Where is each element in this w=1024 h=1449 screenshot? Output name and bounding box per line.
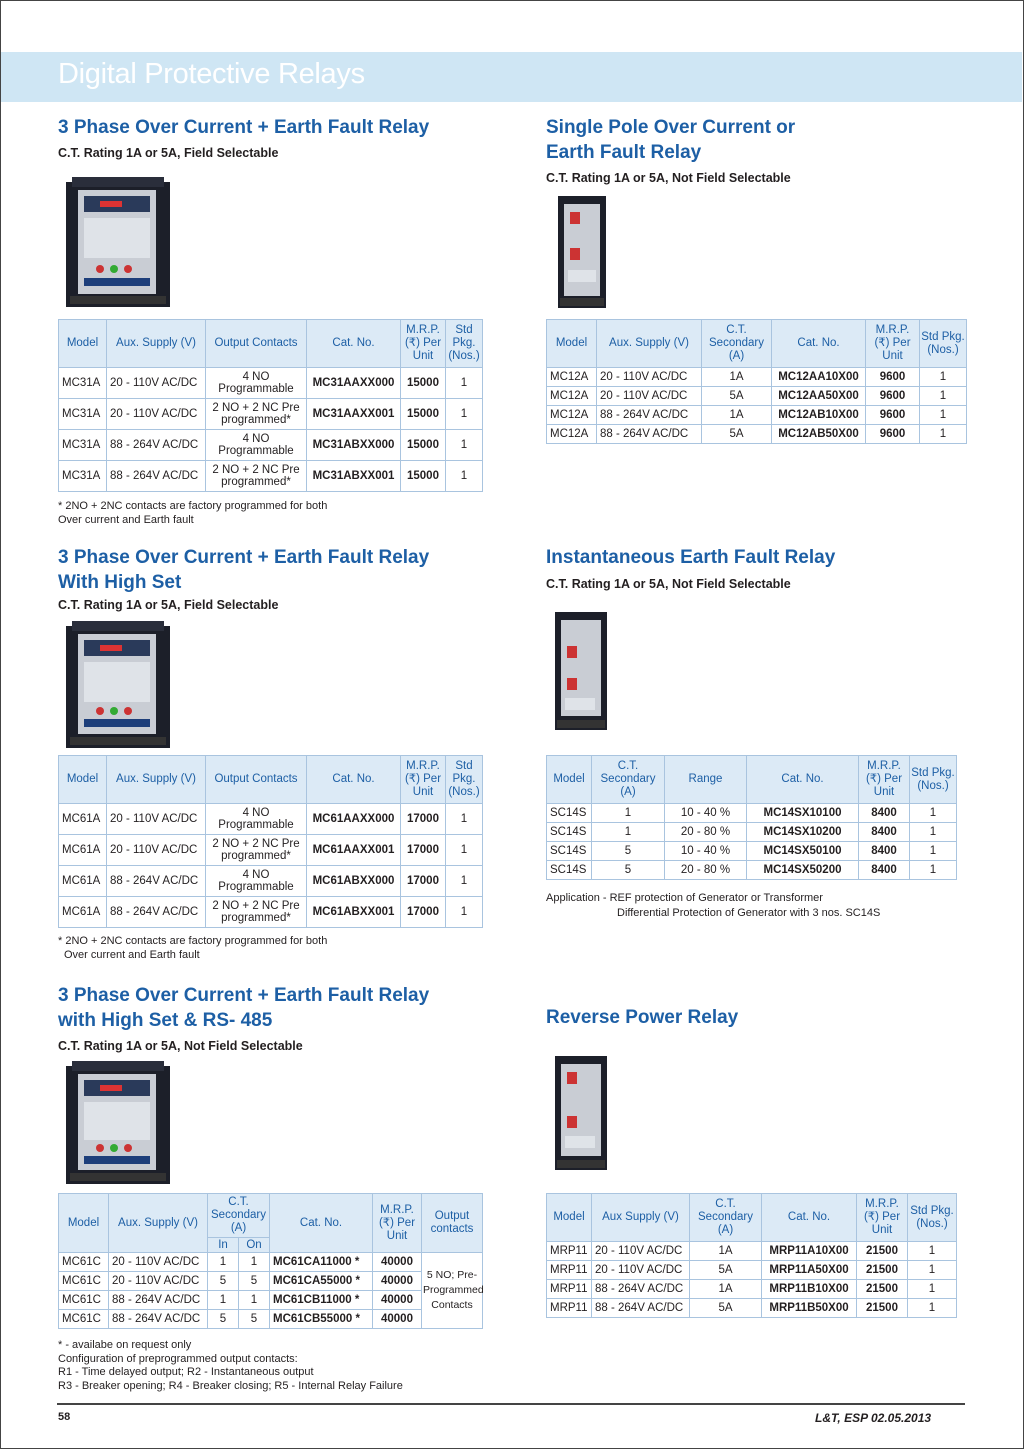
table-mc61c (58, 1193, 483, 1329)
table-mc12a (546, 319, 967, 444)
relay-image-mc61a (64, 618, 176, 752)
table-row: MRP11 88 - 264V AC/DC 1A MRP11B10X00 21500 1 (547, 1280, 957, 1299)
col-header: Std Pkg. (Nos.) (446, 320, 483, 368)
section-subtitle-mc61a: C.T. Rating 1A or 5A, Field Selectable (58, 598, 279, 612)
col-header: C.T. Secondary (A) (690, 1194, 762, 1242)
table-mc61a (58, 755, 483, 928)
relay-image-mc31a (64, 174, 176, 312)
page-title: Digital Protective Relays (58, 58, 365, 90)
col-header: Cat. No. (747, 756, 859, 804)
relay-image-mrp11 (553, 1050, 609, 1174)
table-row: MC61A 20 - 110V AC/DC 2 NO + 2 NC Pre programmed* MC61AAXX001 17000 1 (59, 835, 483, 866)
col-header: Model (59, 1194, 109, 1253)
table-row: MRP11 20 - 110V AC/DC 1A MRP11A10X00 21500 1 (547, 1242, 957, 1261)
section-title-mc61c: 3 Phase Over Current + Earth Fault Relay with High Set & RS- 485 (58, 985, 430, 1031)
col-header: Aux. Supply (V) (107, 320, 206, 368)
table-row: MC12A 88 - 264V AC/DC 5A MC12AB50X00 9600 1 (547, 425, 967, 444)
table-row: MC61C 20 - 110V AC/DC 5 5 MC61CA55000 * 40000 (59, 1272, 483, 1291)
col-header: Std Pkg. (Nos.) (920, 320, 967, 368)
col-header: Std Pkg. (Nos.) (910, 756, 957, 804)
footer-publisher: L&T, ESP 02.05.2013 (815, 1411, 932, 1425)
table-mrp11 (546, 1193, 957, 1318)
col-header: Cat. No. (270, 1194, 373, 1253)
footnote-mc61a: * 2NO + 2NC contacts are factory programmed for both Over current and Earth fault (58, 935, 328, 961)
output-contacts-merged: 5 NO; Pre-Programmed Contacts (422, 1253, 483, 1329)
col-header: M.R.P. (₹) Per Unit (866, 320, 920, 368)
table-row: MC61C 88 - 264V AC/DC 5 5 MC61CB55000 * 40000 (59, 1310, 483, 1329)
table-row: MC31A 20 - 110V AC/DC 4 NO Programmable MC31AAXX000 15000 1 (59, 368, 483, 399)
table-row: MC31A 88 - 264V AC/DC 2 NO + 2 NC Pre programmed* MC31ABXX001 15000 1 (59, 461, 483, 492)
table-row: SC14S 5 10 - 40 % MC14SX50100 8400 1 (547, 842, 957, 861)
relay-image-sc14s (553, 606, 609, 734)
table-row: MC61A 20 - 110V AC/DC 4 NO Programmable MC61AAXX000 17000 1 (59, 804, 483, 835)
section-title-sc14s: Instantaneous Earth Fault Relay (546, 547, 836, 568)
section-subtitle-mc61c: C.T. Rating 1A or 5A, Not Field Selectable (58, 1039, 303, 1053)
table-mc31a (58, 319, 483, 492)
col-header: Model (547, 756, 592, 804)
col-header: C.T. Secondary (A) (592, 756, 665, 804)
table-row: MC61A 88 - 264V AC/DC 2 NO + 2 NC Pre programmed* MC61ABXX001 17000 1 (59, 897, 483, 928)
table-row: MC12A 88 - 264V AC/DC 1A MC12AB10X00 9600 1 (547, 406, 967, 425)
col-header: On (239, 1238, 270, 1253)
col-header: Aux. Supply (V) (109, 1194, 208, 1253)
table-row: MC31A 20 - 110V AC/DC 2 NO + 2 NC Pre programmed* MC31AAXX001 15000 1 (59, 399, 483, 430)
application-note-sc14s: Application - REF protection of Generator or Transformer Differential Protection of Generator with 3 nos. SC14S (546, 892, 881, 919)
section-title-mrp11: Reverse Power Relay (546, 1007, 739, 1028)
table-sc14s (546, 755, 957, 880)
col-header: Aux. Supply (V) (597, 320, 702, 368)
col-header: Model (547, 320, 597, 368)
table-row: SC14S 5 20 - 80 % MC14SX50200 8400 1 (547, 861, 957, 880)
col-header: Model (59, 320, 107, 368)
section-subtitle-mc12a: C.T. Rating 1A or 5A, Not Field Selectable (546, 171, 791, 185)
footnote-mc61c: * - availabe on request only Configuration of preprogrammed output contacts: R1 - Time delayed output; R2 - Instantaneous output R3 - Breaker opening; R4 - Breaker closing; R5 - Internal Relay Failure (58, 1339, 403, 1392)
table-row: MRP11 20 - 110V AC/DC 5A MRP11A50X00 21500 1 (547, 1261, 957, 1280)
section-title-mc61a: 3 Phase Over Current + Earth Fault Relay With High Set (58, 547, 430, 593)
section-subtitle-sc14s: C.T. Rating 1A or 5A, Not Field Selectable (546, 577, 791, 591)
col-header: Model (547, 1194, 592, 1242)
table-row: MC31A 88 - 264V AC/DC 4 NO Programmable MC31ABXX000 15000 1 (59, 430, 483, 461)
relay-image-mc61c (64, 1058, 176, 1188)
col-header: Std Pkg. (Nos.) (908, 1194, 957, 1242)
col-header: C.T. Secondary (A) (702, 320, 772, 368)
col-header: Model (59, 756, 107, 804)
col-header: Output contacts (422, 1194, 483, 1253)
col-header: M.R.P. (₹) Per Unit (373, 1194, 422, 1253)
table-row: SC14S 1 10 - 40 % MC14SX10100 8400 1 (547, 804, 957, 823)
col-header: M.R.P. (₹) Per Unit (857, 1194, 908, 1242)
col-header: M.R.P. (₹) Per Unit (859, 756, 910, 804)
table-row: MC12A 20 - 110V AC/DC 1A MC12AA10X00 9600 1 (547, 368, 967, 387)
table-row: SC14S 1 20 - 80 % MC14SX10200 8400 1 (547, 823, 957, 842)
table-row: MRP11 88 - 264V AC/DC 5A MRP11B50X00 21500 1 (547, 1299, 957, 1318)
table-row: MC12A 20 - 110V AC/DC 5A MC12AA50X00 9600 1 (547, 387, 967, 406)
footer-rule (57, 1403, 965, 1405)
col-header: Output Contacts (206, 756, 307, 804)
table-row: MC61C 88 - 264V AC/DC 1 1 MC61CB11000 * 40000 (59, 1291, 483, 1310)
col-header: Cat. No. (307, 320, 401, 368)
page-number: 58 (58, 1411, 71, 1423)
footnote-mc31a: * 2NO + 2NC contacts are factory programmed for both Over current and Earth fault (58, 500, 328, 526)
relay-image-mc12a (556, 190, 608, 312)
col-header: C.T. Secondary (A) (208, 1194, 270, 1238)
table-row: MC61C 20 - 110V AC/DC 1 1 MC61CA11000 * 40000 5 NO; Pre-Programmed Contacts (59, 1253, 483, 1272)
col-header: M.R.P. (₹) Per Unit (401, 320, 446, 368)
section-subtitle-mc31a: C.T. Rating 1A or 5A, Field Selectable (58, 146, 279, 160)
col-header: Std Pkg. (Nos.) (446, 756, 483, 804)
section-title-mc12a: Single Pole Over Current or Earth Fault Relay (546, 117, 796, 163)
col-header: Cat. No. (772, 320, 866, 368)
col-header: Aux Supply (V) (592, 1194, 690, 1242)
col-header: Range (665, 756, 747, 804)
table-row: MC61A 88 - 264V AC/DC 4 NO Programmable MC61ABXX000 17000 1 (59, 866, 483, 897)
section-title-mc31a: 3 Phase Over Current + Earth Fault Relay (58, 117, 430, 138)
col-header: Cat. No. (762, 1194, 857, 1242)
col-header: Output Contacts (206, 320, 307, 368)
col-header: Cat. No. (307, 756, 401, 804)
col-header: Aux. Supply (V) (107, 756, 206, 804)
col-header: In (208, 1238, 239, 1253)
col-header: M.R.P. (₹) Per Unit (401, 756, 446, 804)
